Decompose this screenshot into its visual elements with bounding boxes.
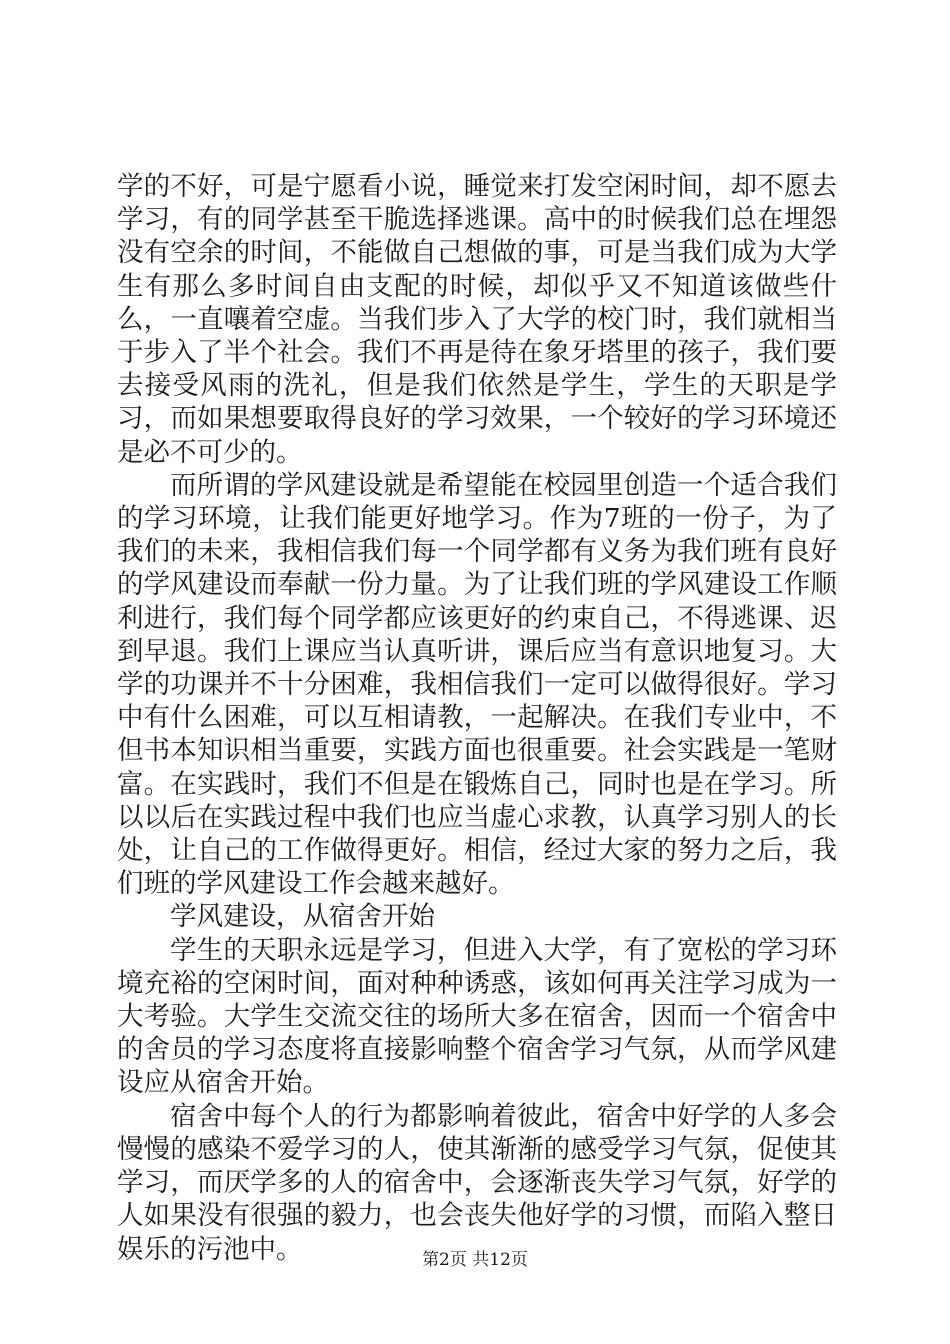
paragraph-3: 学生的天职永远是学习，但进入大学，有了宽松的学习环境充裕的空闲时间，面对种种诱惑，该如何再关注学习成为一大考验。大学生交流交往的场所大多在宿舍，因而一个宿舍中的舍员的学习态度将直接影响整个宿舍学习气氛，从而学风建设应从宿舍开始。 — [117, 934, 837, 1099]
paragraph-4: 宿舍中每个人的行为都影响着彼此，宿舍中好学的人多会慢慢的感染不爱学习的人，使其渐渐的感受学习气氛，促使其学习，而厌学多的人的宿舍中，会逐渐丧失学习气氛，好学的人如果没有很强的毅力，也会丧失他好学的习惯，而陷入整日娱乐的污池中。 — [117, 1100, 837, 1265]
section-heading: 学风建设，从宿舍开始 — [170, 901, 435, 933]
paragraph-1: 学的不好，可是宁愿看小说，睡觉来打发空闲时间，却不愿去学习，有的同学甚至干脆选择逃课。高中的时候我们总在埋怨没有空余的时间，不能做自己想做的事，可是当我们成为大学生有那么多时间自由支配的时候，却似乎又不知道该做些什么，一直嚷着空虚。当我们步入了大学的校门时，我们就相当于步入了半个社会。我们不再是待在象牙塔里的孩子，我们要去接受风雨的洗礼，但是我们依然是学生，学生的天职是学习，而如果想要取得良好的学习效果，一个较好的学习环境还是必不可少的。 — [117, 171, 837, 468]
paragraph-2: 而所谓的学风建设就是希望能在校园里创造一个适合我们的学习环境，让我们能更好地学习。作为7班的一份子，为了我们的未来，我相信我们每一个同学都有义务为我们班有良好的学风建设而奉献一份力量。为了让我们班的学风建设工作顺利进行，我们每个同学都应该更好的约束自己，不得逃课、迟到早退。我们上课应当认真听讲，课后应当有意识地复习。大学的功课并不十分困难，我相信我们一定可以做得很好。学习中有什么困难，可以互相请教，一起解决。在我们专业中，不但书本知识相当重要，实践方面也很重要。社会实践是一笔财富。在实践时，我们不但是在锻炼自己，同时也是在学习。所以以后在实践过程中我们也应当虚心求教，认真学习别人的长处，让自己的工作做得更好。相信，经过大家的努力之后，我们班的学风建设工作会越来越好。 — [117, 469, 837, 900]
page-number-footer: 第2页 共12页 — [422, 1250, 528, 1270]
document-body — [117, 170, 837, 1266]
